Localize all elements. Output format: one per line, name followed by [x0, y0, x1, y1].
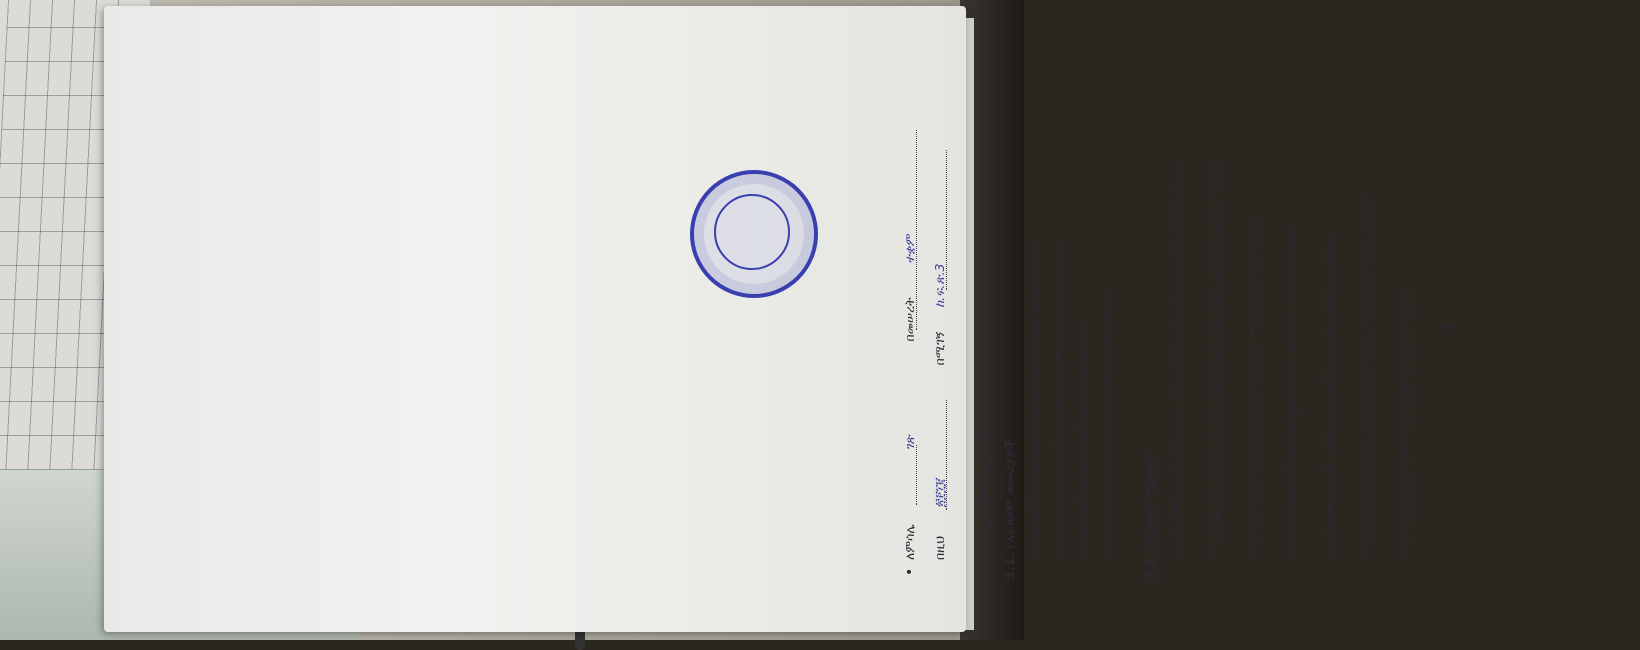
fill-line — [946, 400, 947, 510]
list-item: • የደንበኞችን ጥያቄዎች በወቅቱ ማስተናገድ እና በአግባቡ መመዝገብ፣ ምላሽ መስጠት — [1170, 163, 1186, 540]
list-item: • የተሰጡትን ሥራዎች በጥራት፣ በወቅቱ እና በተቀመጠው መስፈርት መሰረት ማከናወን — [1208, 159, 1224, 540]
intro-value-1: ገጽ — [902, 435, 917, 451]
section-3-1-heading: 3.1. የአፈጻጸም መመሪያዎች — [1002, 439, 1017, 580]
list-item: • የሥራ ሂደትን በመከታተል ውጤታማ አፈጻጸም ማሳየት — [1100, 292, 1116, 540]
list-item: • ከሥራ ባልደረቦች ጋር ተቀናጅቶ መሥራት እና የሥራ ዲሲፕሊን ማክበር — [1284, 225, 1300, 540]
fill-line — [916, 130, 917, 330]
intro-value-4: ከ.ፍ.ጽ.3 — [932, 263, 947, 308]
fill-line — [916, 445, 917, 505]
seal-inner-ring — [714, 194, 790, 270]
intro-label-2: በመሠረት — [902, 297, 917, 342]
intro-label-4: በሚገኝ — [932, 331, 947, 366]
list-item: • ከደንበኞች እና ከሠራተኞች ጋር ተባብሮ መሥራት — [1076, 321, 1092, 540]
intro-label-1: ለምሳሌ — [902, 524, 917, 560]
list-item: • የተቀመጡትን ደንቦችና መመሪያዎች በማክበር ሥራውን በታማኝነት መፈጸም — [1360, 196, 1376, 541]
section-3-2-heading: 3.2. የአፈጻጸም ግዴታዎች — [1142, 453, 1157, 580]
official-seal-stamp — [690, 170, 818, 298]
intro-value-2: ተቋም — [902, 234, 917, 264]
list-item: • የሥራ አፈጻጸም ግምገማ በየጊዜው እንዲደረግ ማድረግ — [1398, 293, 1414, 541]
fill-line — [946, 150, 947, 290]
list-item: • የተቋሙን ንብረት በአግባቡ መጠቀምና መጠበቅ፣ ብክነትን መከላከል — [1322, 235, 1338, 540]
list-item: • የተሰጡትን ኃላፊነቶች በመረዳት መፈጸም፣ በአግባቡ ስራ መስራት — [1052, 244, 1068, 540]
intro-value-3: ፳፻፲፪ — [932, 479, 947, 508]
list-item: • ውሳኔዎችን በጊዜ ገደቡ ማስተላለፍ፣ ድምፅ ያለው መረጃ ማቅረብ — [1028, 245, 1044, 540]
section-3-heading: 3. የሥራ አፈጻጸም መመሪያዎች — [978, 429, 993, 580]
rotated-document-content — [880, 20, 1640, 620]
list-item: • የሥራ መረጃዎችን በአግባቡ በመያዝ ሪፖርት ማቅረብ፣ ክትትል ማድረግ — [1246, 220, 1262, 540]
intro-label-3: በዚህ — [932, 535, 947, 560]
page-number: 2 — [1440, 322, 1454, 330]
document-page — [104, 6, 966, 632]
